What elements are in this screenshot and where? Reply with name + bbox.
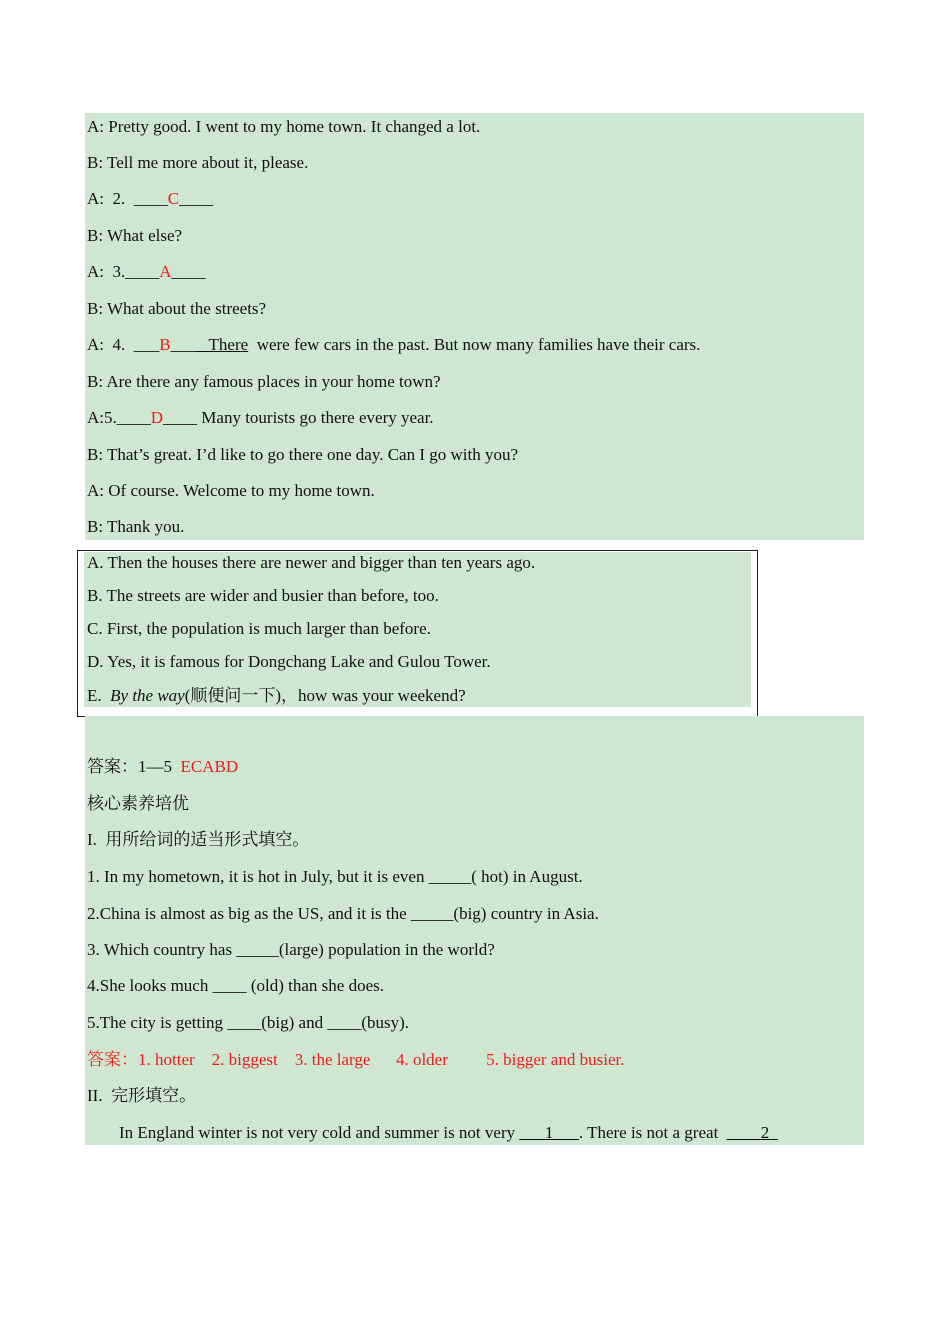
- option-d: D. Yes, it is famous for Dongchang Lake and Gulou Tower.: [87, 652, 491, 671]
- option-b: B. The streets are wider and busier than before, too.: [87, 586, 439, 605]
- answer-value: ECABD: [180, 757, 239, 776]
- dialogue-line: A:5.____D____ Many tourists go there every year.: [87, 408, 434, 427]
- answer-mark: C: [167, 189, 180, 208]
- dialogue-line: A: 4. ___B____ There were few cars in the past. But now many families have their cars.: [87, 335, 701, 354]
- exercise-item: 2.China is almost as big as the US, and it is the _____(big) country in Asia.: [87, 904, 599, 923]
- cloze-blank: ____2_: [726, 1123, 778, 1142]
- dialogue-line: A: Of course. Welcome to my home town.: [87, 481, 375, 500]
- part1-answers: 答案：1. hotter 2. biggest 3. the large 4. older 5. bigger and busier.: [87, 1050, 625, 1069]
- exercise-item: 3. Which country has _____(large) population in the world?: [87, 940, 495, 959]
- dialogue-line: B: What else?: [87, 226, 183, 245]
- exercise-item: 5.The city is getting ____(big) and ____(busy).: [87, 1013, 410, 1032]
- answer-mark: D: [150, 408, 164, 427]
- option-a: A. Then the houses there are newer and bigger than ten years ago.: [87, 553, 536, 572]
- exercise-section: [85, 716, 864, 1145]
- part2-heading: II. 完形填空。: [87, 1086, 197, 1105]
- dialogue-line: B: That’s great. I’d like to go there one day. Can I go with you?: [87, 445, 519, 464]
- section-title: 核心素养培优: [87, 794, 189, 813]
- answer-mark: B: [159, 335, 171, 354]
- dialogue-line: A: 2. ____C____: [87, 189, 214, 208]
- dialogue-section: [85, 113, 864, 540]
- dialogue-line: A: 3.____A____: [87, 262, 206, 281]
- answer-line: 答案：1—5 ECABD: [87, 757, 239, 776]
- dialogue-line: B: Are there any famous places in your home town?: [87, 372, 441, 391]
- dialogue-line: B: What about the streets?: [87, 299, 267, 318]
- cloze-passage: In England winter is not very cold and summer is not very ___1___. There is not a great ____2_: [119, 1123, 778, 1142]
- dialogue-line: A: Pretty good. I went to my home town. It changed a lot.: [87, 117, 481, 136]
- part1-heading: I. 用所给词的适当形式填空。: [87, 830, 310, 849]
- exercise-item: 4.She looks much ____ (old) than she does.: [87, 976, 384, 995]
- cloze-blank: ___1___: [519, 1123, 579, 1142]
- answer-mark: A: [159, 262, 172, 281]
- dialogue-line: B: Tell me more about it, please.: [87, 153, 309, 172]
- option-c: C. First, the population is much larger than before.: [87, 619, 431, 638]
- option-e: E. By the way(顺便问一下)，how was your weekend?: [87, 686, 466, 705]
- dialogue-line: B: Thank you.: [87, 517, 185, 536]
- exercise-item: 1. In my hometown, it is hot in July, but it is even _____( hot) in August.: [87, 867, 583, 886]
